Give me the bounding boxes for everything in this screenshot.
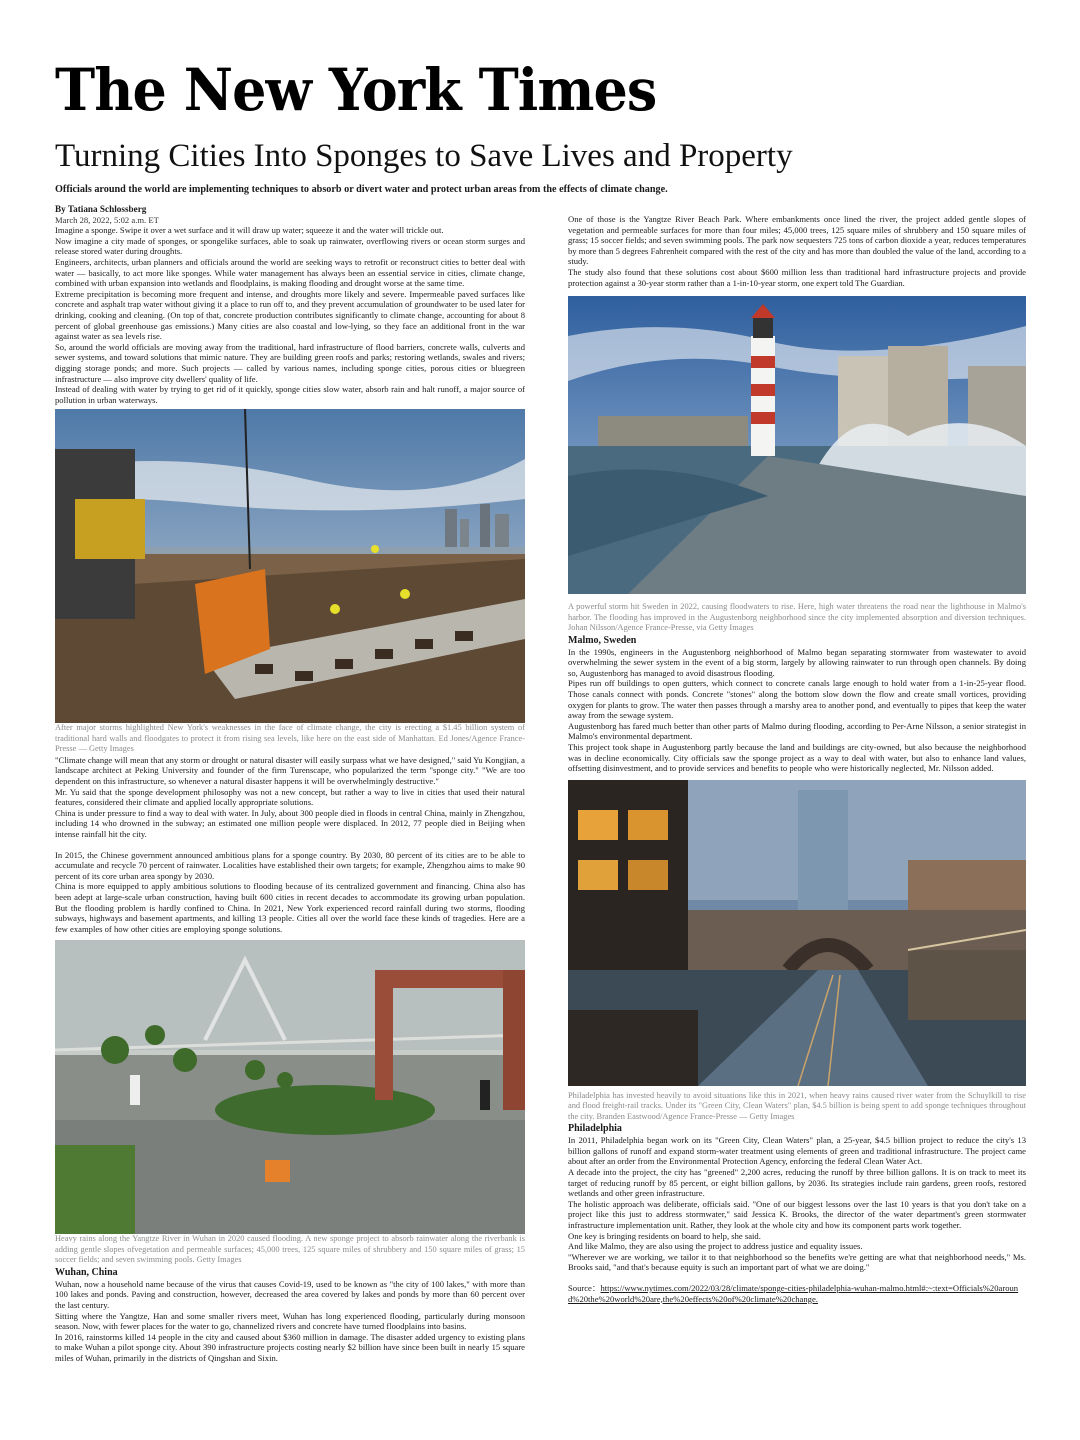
paragraph: And like Malmo, they are also using the project to address justice and equality issues.	[568, 1241, 863, 1252]
photo-wuhan-flooding	[55, 940, 525, 1234]
masthead-logo: The New York Times	[55, 56, 657, 124]
photo-philadelphia-tracks	[568, 780, 1026, 1086]
paragraph: In 2016, rainstorms killed 14 people in the city and caused about $360 million in damage. The disaster added urgency to existing plans to make Wuhan a pilot sponge city. About 390 infrastructure projects costing nearly $2 billion have since been built in nearly 15 square miles of Wuhan, primarily in the districts of Qingshan and Sixin.	[55, 1331, 525, 1363]
paragraph: Now imagine a city made of sponges, or spongelike surfaces, able to soak up rainwater, overflowing rivers or ocean storm surges and release stored water during droughts.	[55, 235, 525, 257]
paragraph: A decade into the project, the city has "greened" 2,200 acres, reducing the runoff by three billion gallons. It is on track to meet its target of reducing runoff by 85 percent, or eight billion gallons, by 2036. Its strategies include rain gardens, green roofs, restored wetlands and other green infrastructure.	[568, 1167, 1026, 1199]
paragraph: Engineers, architects, urban planners and officials around the world are seeking ways to retrofit or reconstruct cities to better deal with water — basically, to act more like sponges. While water management has always been an essential service in cities, climate change, combined with urban expansion into wetlands and floodplains, is making flooding and drought worse at the same time.	[55, 256, 525, 289]
left-column	[55, 204, 525, 1364]
headline: Turning Cities Into Sponges to Save Lives and Property	[55, 138, 793, 174]
photo-caption: Philadelphia has invested heavily to avoid situations like this in 2021, when heavy rains caused river water from the Schuylkill to rise and flood freight-rail tracks. Under its "Green City, Clean Waters" plan, $4.5 billion is being spent to add sponge techniques throughout the city. Branden Eastwood/Agence France-Presse — Getty Images	[568, 1090, 1026, 1121]
paragraph: Pipes run off buildings to open gutters, which connect to concrete canals large enough to hold water from a 1-in-25-year flood. Those canals connect with ponds. Concrete "stones" along the bottom slow down the flow and create small vortices, providing oxygen for plants to grow. The water then passes through a marshy area to another pond, and eventually to pipes that keep the water away from the sewage system.	[568, 678, 1026, 721]
dek: Officials around the world are implementing techniques to absorb or divert water and protect urban areas from the effects of climate change.	[55, 184, 668, 195]
paragraph: In 2011, Philadelphia began work on its "Green City, Clean Waters" plan, a 25-year, $4.5 billion project to reduce the city's 13 billion gallons of runoff and expand storm-water treatment using elements of green and traditional infrastructure. The project came about after an order from the Environmental Protection Agency, enforcing the federal Clean Water Act.	[568, 1135, 1026, 1167]
paragraph: One key is bringing residents on board to help, she said.	[568, 1230, 761, 1241]
paragraph: Augustenborg has fared much better than other parts of Malmo during flooding, according to Per-Arne Nilsson, a senior strategist in Malmo's environmental department.	[568, 720, 1026, 742]
paragraph: In 2015, the Chinese government announced ambitious plans for a sponge country. By 2030, 80 percent of its cities are to be able to accumulate and recycle 70 percent of rainwater. Localities have established their own targets; for example, Zhengzhou aims to make 90 percent of its core urban area spongy by 2030.	[55, 849, 525, 881]
photo-new-york-construction	[55, 409, 525, 723]
paragraph: "Climate change will mean that any storm or drought or natural disaster will easily surpass what we have designed," said Yu Kongjian, a landscape architect at Peking University and founder of the firm Turenscape, who popularized the term "sponge city." "We are too dependent on this infrastructure, so whenever a natural disaster happens it will be overwhelmingly destructive."	[55, 754, 525, 786]
paragraph: One of those is the Yangtze River Beach Park. Where embankments once lined the river, the project added gentle slopes of vegetation and permeable surfaces for more than four miles; 45,000 trees, 125 square miles of shrubbery and 150 square miles of grass; 15 soccer fields; and seven swimming pools. The park now sequesters 725 tons of carbon dioxide a year, reduces temperatures by more than 5 degrees Fahrenheit compared with the rest of the city and has more than doubled the value of the land, according to a study.	[568, 214, 1026, 267]
photo-caption: After major storms highlighted New York's weaknesses in the face of climate change, the city is erecting a $1.45 billion system of traditional hard walls and floodgates to protect it from rising sea levels, like here on the east side of Manhattan. Ed Jones/Agence France-Presse — Getty Images	[55, 723, 525, 754]
paragraph: Sitting where the Yangtze, Han and some smaller rivers meet, Wuhan has long experienced flooding, particularly during monsoon season. Now, with fewer places for the water to go, channelized rivers and concrete have turned floodplains into basins.	[55, 1310, 525, 1332]
section-heading-malmo: Malmo, Sweden	[568, 634, 637, 646]
source-line	[568, 1283, 1026, 1304]
paragraph: This project took shape in Augustenborg partly because the land and buildings are city-owned, but also because the neighborhood was in decline economically. City officials saw the sponge project as a way to deal with water, but also to enhance land values, offsetting disinvestment, and to provide services and benefits to people who were historically neglected, Mr. Nilsson added.	[568, 742, 1026, 774]
paragraph: Extreme precipitation is becoming more frequent and intense, and droughts more likely and severe. Impermeable paved surfaces like concrete and asphalt trap water without giving it a place to run off to, and they prevent accumulation of groundwater to be used later for drinking, cooking and cleaning. (On top of that, concrete production contributes significantly to climate change, accounting for about 8 percent of global greenhouse gas emissions.) Many cities are also coastal and low-lying, so they face an additional front in the war against water as sea levels rise.	[55, 288, 525, 342]
paragraph: "Wherever we are working, we tailor it to that neighborhood so the benefits we're getting are what that neighborhood needs," Ms. Brooks said, "and that's because equity is such an important part of what we are doing."	[568, 1251, 1026, 1273]
dateline: March 28, 2022, 5:02 a.m. ET	[55, 214, 159, 225]
paragraph: Mr. Yu said that the sponge development philosophy was not a new concept, but rather a way to live in cities that used their natural features, considered their climate and applied locally appropriate solutions.	[55, 786, 525, 808]
section-heading-philadelphia: Philadelphia	[568, 1123, 622, 1135]
photo-caption: A powerful storm hit Sweden in 2022, causing floodwaters to rise. Here, high water threatens the road near the lighthouse in Malmo's harbor. The flooding has improved in the Augustenborg neighborhood since the city implemented absorption and diversion techniques. Johan Nilsson/Agence France-Presse, via Getty Images	[568, 602, 1026, 633]
source-link[interactable]: https://www.nytimes.com/2022/03/28/climate/sponge-cities-philadelphia-wuhan-malmo.html#:~:text=Officials%20around%20the%20world%20are,the%20effects%20of%20climate%20change.	[568, 1283, 1019, 1304]
byline: By Tatiana Schlossberg	[55, 204, 147, 214]
paragraph: In the 1990s, engineers in the Augustenborg neighborhood of Malmo began separating stormwater from wastewater to avoid overwhelming the sewer system in the event of a big storm, largely by allowing rainwater to run through open channels. By doing so, Augustenborg has managed to avoid disastrous flooding.	[568, 646, 1026, 678]
paragraph: The study also found that these solutions cost about $600 million less than traditional hard infrastructure projects and provide protection against a 30-year storm rather than a 1-in-10-year storm, one expert told The Guardian.	[568, 266, 1026, 288]
paragraph: Wuhan, now a household name because of the virus that causes Covid-19, used to be known as "the city of 100 lakes," with more than 100 lakes and ponds. Paving and construction, however, decreased the area covered by lakes and ponds by more than 60 percent over the last century.	[55, 1278, 525, 1310]
photo-caption: Heavy rains along the Yangtze River in Wuhan in 2020 caused flooding. A new sponge project to absorb rainwater along the riverbank is adding gentle slopes ofvegetation and permeable surfaces; 45,000 trees, 125 square miles of shrubbery and 150 square miles of grass; 15 soccer fields; and seven swimming pools. Getty Images	[55, 1234, 525, 1265]
source-label: Source：	[568, 1283, 601, 1293]
paragraph: China is more equipped to apply ambitious solutions to flooding because of its centralized government and financing. China also has been adept at large-scale urban construction, having built 600 cities in recent decades to accommodate its growing urban population. But the flooding problem is hardly confined to China. In 2021, New York experienced record rainfall during two storms, flooding subways, highways and basement apartments, and killing 13 people. Cities all over the world face these kinds of tragedies. Here are a few examples of how other cities are employing sponge solutions.	[55, 881, 525, 934]
paragraph: Imagine a sponge. Swipe it over a wet surface and it will draw up water; squeeze it and the water will trickle out.	[55, 225, 444, 236]
photo-malmo-lighthouse	[568, 296, 1026, 594]
paragraph: China is under pressure to find a way to deal with water. In July, about 300 people died in floods in central China, mainly in Zhengzhou, including 14 who drowned in the subway; an estimated one million people were displaced. In 2012, 77 people died in Beijing when intense rainfall hit the city.	[55, 807, 525, 839]
right-column	[568, 214, 1026, 1304]
paragraph: So, around the world officials are moving away from the traditional, hard infrastructure of flood barriers, concrete walls, culverts and sewer systems, and toward solutions that mimic nature. They are building green roofs and parks; restoring wetlands, swales and rivers; digging storage ponds; and more. Such projects — called by various names, including sponge cities, porous cities or bluegreen infrastructure — also improve city dwellers' quality of life.	[55, 341, 525, 384]
section-heading-wuhan: Wuhan, China	[55, 1266, 118, 1278]
paragraph: The holistic approach was deliberate, officials said. "One of our biggest lessons over the last 10 years is that you don't take on a project like this just to address stormwater," said Jessica K. Brooks, the director of the water department's green stormwater infrastructure implementation unit. Rather, they look at the whole city and how its component parts work together.	[568, 1198, 1026, 1231]
paragraph: Instead of dealing with water by trying to get rid of it quickly, sponge cities slow water, absorb rain and halt runoff, a major source of pollution in urban waterways.	[55, 384, 525, 405]
